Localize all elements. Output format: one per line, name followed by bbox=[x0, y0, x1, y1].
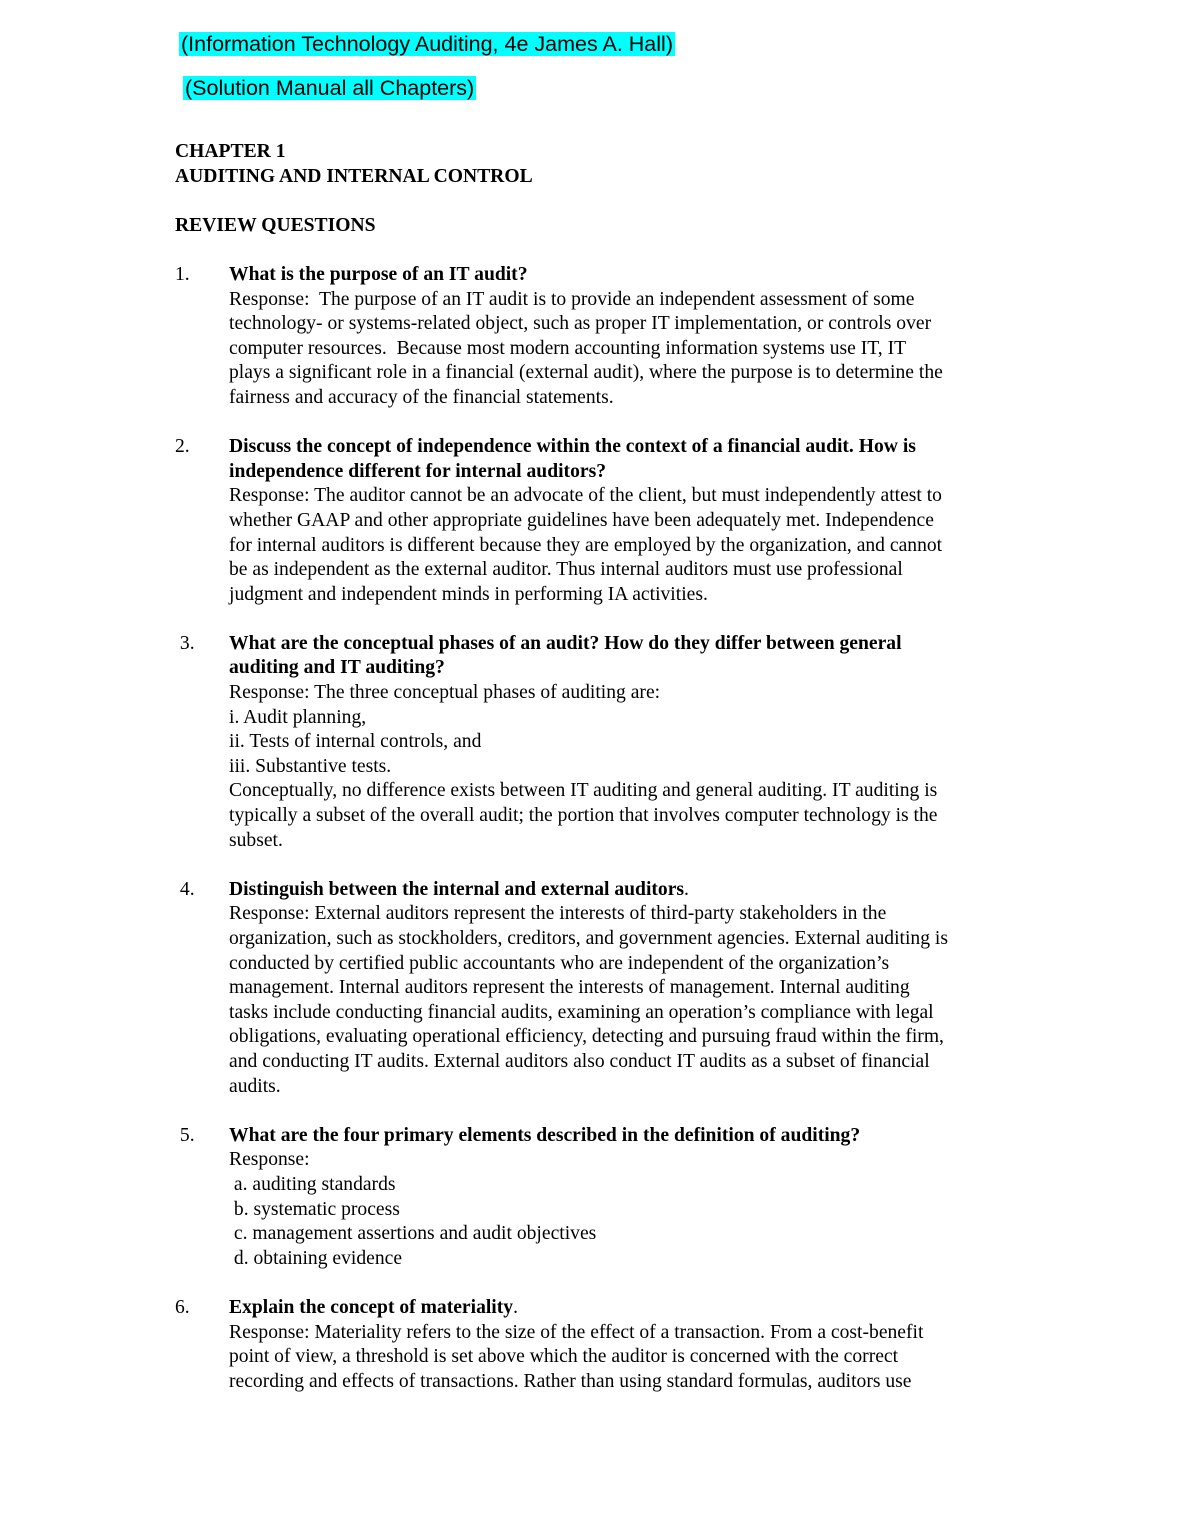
response-line: Response: The auditor cannot be an advocate of the client, but must independently attest to bbox=[229, 485, 942, 507]
question-title-text: auditing and IT auditing? bbox=[229, 657, 445, 679]
question-title-text: Distinguish between the internal and external auditors bbox=[229, 878, 685, 900]
response-line: c. management assertions and audit objectives bbox=[229, 1223, 597, 1245]
question-number: 4. bbox=[175, 878, 195, 900]
response-line: technology- or systems-related object, such as proper IT implementation, or controls over bbox=[229, 313, 932, 335]
chapter-title: AUDITING AND INTERNAL CONTROL bbox=[175, 165, 533, 187]
response-line: Response: bbox=[229, 1149, 310, 1171]
response-line: plays a significant role in a financial (external audit), where the purpose is to determine the bbox=[229, 362, 943, 384]
question-list bbox=[175, 263, 1035, 1394]
chapter-number: CHAPTER 1 bbox=[175, 141, 286, 162]
question-title-line bbox=[229, 1124, 1035, 1149]
question-title-line bbox=[229, 460, 1035, 485]
question-title-line bbox=[229, 632, 1035, 657]
question-title-line bbox=[229, 1296, 1035, 1321]
question-item bbox=[175, 435, 1035, 607]
question-title-text: independence different for internal auditors? bbox=[229, 460, 606, 482]
response-line: judgment and independent minds in performing IA activities. bbox=[229, 583, 708, 605]
response-line: Response: Materiality refers to the size of the effect of a transaction. From a cost-benefit bbox=[229, 1321, 924, 1343]
response-line: a. auditing standards bbox=[229, 1173, 396, 1195]
response-line: recording and effects of transactions. Rather than using standard formulas, auditors use bbox=[229, 1370, 912, 1392]
question-number: 1. bbox=[175, 263, 190, 285]
question-item bbox=[175, 263, 1035, 411]
response-line: Response: The three conceptual phases of auditing are: bbox=[229, 682, 661, 704]
response-line: be as independent as the external auditor. Thus internal auditors must use professional bbox=[229, 559, 903, 581]
book-title-banner bbox=[179, 31, 675, 57]
response-line: for internal auditors is different because they are employed by the organization, and cannot bbox=[229, 534, 943, 556]
question-title-line bbox=[229, 656, 1035, 681]
subtitle-banner bbox=[183, 75, 476, 101]
response-line: Response: The purpose of an IT audit is to provide an independent assessment of some bbox=[229, 288, 915, 310]
response-line: Response: External auditors represent the interests of third-party stakeholders in the bbox=[229, 903, 887, 925]
question-number: 6. bbox=[175, 1296, 190, 1318]
response-line: b. systematic process bbox=[229, 1198, 400, 1220]
question-title-text: What are the four primary elements described in the definition of auditing? bbox=[229, 1124, 861, 1146]
question-title-text: What is the purpose of an IT audit? bbox=[229, 263, 528, 285]
response-line: whether GAAP and other appropriate guidelines have been adequately met. Independence bbox=[229, 509, 934, 531]
response-line: d. obtaining evidence bbox=[229, 1247, 403, 1269]
response-line: obligations, evaluating operational efficiency, detecting and pursuing fraud within the firm, bbox=[229, 1026, 944, 1048]
document-body bbox=[175, 140, 1035, 1394]
response-line: organization, such as stockholders, creditors, and government agencies. External auditing is bbox=[229, 928, 948, 949]
section-heading: REVIEW QUESTIONS bbox=[175, 214, 376, 236]
question-number: 3. bbox=[175, 632, 195, 654]
response-line: tasks include conducting financial audits, examining an operation’s compliance with legal bbox=[229, 1001, 934, 1023]
response-line: conducted by certified public accountants who are independent of the organization’s bbox=[229, 952, 890, 974]
question-title-line bbox=[229, 263, 1035, 288]
question-title-line bbox=[229, 878, 1035, 903]
question-title-tail: . bbox=[513, 1296, 518, 1318]
question-title-tail: . bbox=[684, 878, 689, 900]
question-title-text: What are the conceptual phases of an audit? How do they differ between general bbox=[229, 632, 902, 654]
response-line: typically a subset of the overall audit; the portion that involves computer technology is the bbox=[229, 805, 938, 827]
question-number: 5. bbox=[175, 1124, 195, 1146]
question-title-text: Discuss the concept of independence within the context of a financial audit. How is bbox=[229, 436, 916, 458]
question-title-text: Explain the concept of materiality bbox=[229, 1296, 514, 1318]
response-line: management. Internal auditors represent the interests of management. Internal auditing bbox=[229, 977, 910, 999]
question-item bbox=[175, 878, 1035, 1099]
question-title-line bbox=[229, 435, 1035, 460]
response-line: subset. bbox=[229, 829, 283, 851]
response-line: fairness and accuracy of the financial statements. bbox=[229, 386, 614, 408]
response-line: ii. Tests of internal controls, and bbox=[229, 731, 482, 753]
subtitle: (Solution Manual all Chapters) bbox=[185, 76, 475, 100]
question-number: 2. bbox=[175, 436, 190, 458]
response-line: audits. bbox=[229, 1075, 281, 1097]
response-line: computer resources. Because most modern accounting information systems use IT, IT bbox=[229, 337, 907, 359]
response-line: iii. Substantive tests. bbox=[229, 755, 392, 777]
response-line: Conceptually, no difference exists between IT auditing and general auditing. IT auditing is bbox=[229, 780, 938, 802]
response-line: i. Audit planning, bbox=[229, 706, 367, 728]
book-title: (Information Technology Auditing, 4e James A. Hall) bbox=[181, 32, 673, 56]
question-item bbox=[175, 632, 1035, 853]
question-item bbox=[175, 1296, 1035, 1394]
question-item bbox=[175, 1124, 1035, 1272]
response-line: and conducting IT audits. External auditors also conduct IT audits as a subset of financial bbox=[229, 1050, 930, 1072]
response-line: point of view, a threshold is set above which the auditor is concerned with the correct bbox=[229, 1346, 899, 1368]
